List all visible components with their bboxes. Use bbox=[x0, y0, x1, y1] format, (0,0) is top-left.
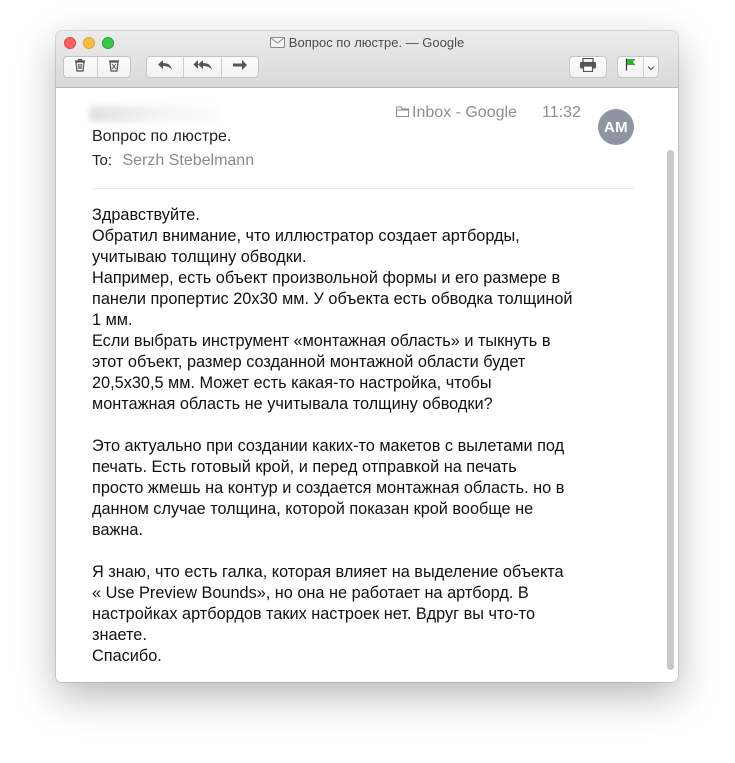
body-line: Спасибо. bbox=[92, 647, 162, 665]
reply-group bbox=[146, 56, 259, 78]
body-line: этот объект, размер созданной монтажной области будет bbox=[92, 353, 526, 371]
body-line: Я знаю, что есть галка, которая влияет на выделение объекта bbox=[92, 563, 564, 581]
window-title: Вопрос по люстре. — Google bbox=[288, 35, 465, 50]
mailbox-label bbox=[396, 104, 517, 122]
body-line: Обратил внимание, что иллюстратор создает артборды, bbox=[92, 227, 520, 245]
trash-icon bbox=[73, 58, 87, 77]
reply-all-button[interactable] bbox=[184, 57, 222, 77]
envelope-icon bbox=[270, 36, 285, 51]
title-bar bbox=[56, 31, 678, 88]
avatar-initials: AM bbox=[603, 118, 629, 136]
mailbox-name: Inbox - Google bbox=[412, 104, 517, 121]
window-title-area bbox=[56, 35, 678, 51]
body-line: знаете. bbox=[92, 626, 147, 644]
print-group bbox=[569, 56, 607, 78]
flag-menu-button[interactable] bbox=[644, 57, 658, 77]
header-divider bbox=[92, 188, 634, 189]
message-time: 11:32 bbox=[542, 104, 581, 121]
body-line: печать. Есть готовый крой, и перед отправкой на печать bbox=[92, 458, 517, 476]
body-line: важна. bbox=[92, 521, 143, 539]
sender-avatar bbox=[598, 109, 634, 145]
recipient-row bbox=[92, 152, 254, 170]
flag-button[interactable] bbox=[618, 57, 644, 77]
print-icon bbox=[579, 58, 597, 77]
flag-icon bbox=[625, 58, 637, 76]
body-line bbox=[92, 541, 632, 562]
trash-button[interactable] bbox=[64, 57, 98, 77]
body-line: 20,5х30,5 мм. Может есть какая-то настройка, чтобы bbox=[92, 374, 492, 392]
reply-button[interactable] bbox=[147, 57, 184, 77]
to-label: To: bbox=[92, 152, 113, 169]
recipient-name[interactable]: Serzh Stebelmann bbox=[122, 152, 255, 169]
body-line: учитываю толщину обводки. bbox=[92, 248, 307, 266]
delete-junk-group bbox=[63, 56, 131, 78]
sender-redacted bbox=[89, 106, 219, 122]
message-subject: Вопрос по люстре. bbox=[92, 128, 232, 145]
body-line: данном случае толщина, которой показан крой вообще не bbox=[92, 500, 534, 518]
body-line: панели пропертис 20х30 мм. У объекта есть обводка толщиной bbox=[92, 290, 573, 308]
message-view bbox=[56, 88, 678, 682]
forward-icon bbox=[232, 58, 248, 76]
reply-icon bbox=[157, 58, 173, 76]
junk-button[interactable] bbox=[98, 57, 131, 77]
body-line: просто жмешь на контур и создается монтажная область. но в bbox=[92, 479, 565, 497]
folder-icon bbox=[396, 104, 409, 122]
chevron-down-icon bbox=[647, 58, 655, 76]
scrollbar[interactable] bbox=[667, 150, 674, 670]
body-line: настройках артбордов таких настроек нет. Вдруг вы что-то bbox=[92, 605, 536, 623]
reply-all-icon bbox=[193, 58, 213, 76]
forward-button[interactable] bbox=[222, 57, 258, 77]
body-line: 1 мм. bbox=[92, 311, 133, 329]
body-line bbox=[92, 415, 632, 436]
flag-group bbox=[617, 56, 659, 78]
body-line: « Use Preview Bounds», но она не работает на артборд. В bbox=[92, 584, 529, 602]
body-line: Это актуально при создании каких-то макетов с вылетами под bbox=[92, 437, 565, 455]
body-line: монтажная область не учитывала толщину обводки? bbox=[92, 395, 493, 413]
body-line: Здравствуйте. bbox=[92, 206, 200, 224]
body-line: Например, есть объект произвольной формы и его размере в bbox=[92, 269, 561, 287]
print-button[interactable] bbox=[570, 57, 606, 77]
junk-icon bbox=[107, 58, 121, 77]
mail-window bbox=[56, 31, 678, 682]
body-line: Если выбрать инструмент «монтажная область» и тыкнуть в bbox=[92, 332, 551, 350]
message-body bbox=[92, 205, 632, 667]
